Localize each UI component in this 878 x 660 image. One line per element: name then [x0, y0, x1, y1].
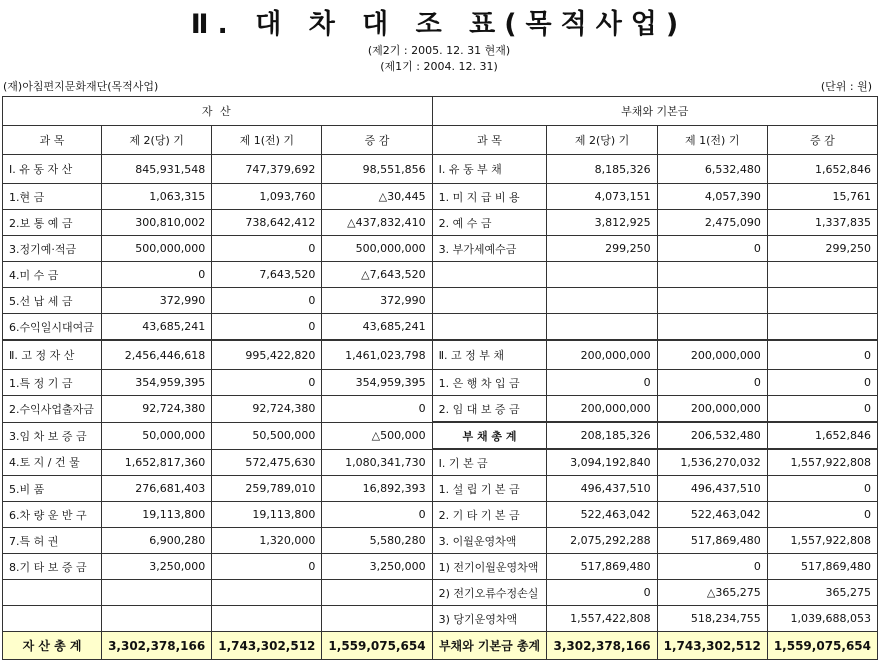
change-cell: 1,557,922,808 [767, 528, 877, 554]
current-period-cell: 1,557,422,808 [547, 606, 657, 632]
prior-period-cell [212, 606, 322, 632]
current-period-cell: 200,000,000 [547, 340, 657, 370]
change-cell [322, 606, 432, 632]
account-name-cell [432, 314, 547, 341]
table-row [3, 210, 878, 236]
change-cell: 372,990 [322, 288, 432, 314]
change-cell: 43,685,241 [322, 314, 432, 341]
table-row [3, 580, 878, 606]
total-value-cell: 1,743,302,512 [657, 632, 767, 660]
column-header-current: 제 2(당) 기 [102, 126, 212, 155]
current-period-cell: 522,463,042 [547, 502, 657, 528]
total-row [3, 632, 878, 660]
prior-period-cell: 1,093,760 [212, 184, 322, 210]
account-name-cell [3, 580, 102, 606]
change-cell: 1,652,846 [767, 155, 877, 184]
prior-period-cell: 0 [657, 236, 767, 262]
total-label-cell: 자 산 총 계 [3, 632, 102, 660]
prior-period-cell: 572,475,630 [212, 449, 322, 476]
table-row [3, 155, 878, 184]
account-name-cell: 3) 당기운영차액 [432, 606, 547, 632]
prior-period-cell: 1,536,270,032 [657, 449, 767, 476]
change-cell: 365,275 [767, 580, 877, 606]
current-period-cell [547, 288, 657, 314]
current-period-cell: 2,456,446,618 [102, 340, 212, 370]
total-value-cell: 1,559,075,654 [322, 632, 432, 660]
account-name-cell: 1. 설 립 기 본 금 [432, 476, 547, 502]
change-cell: 15,761 [767, 184, 877, 210]
current-period-cell: 3,250,000 [102, 554, 212, 580]
account-name-cell: Ⅰ. 유 동 자 산 [3, 155, 102, 184]
table-row [3, 422, 878, 449]
column-header-account: 과 목 [3, 126, 102, 155]
table-row [3, 528, 878, 554]
change-cell: 0 [767, 476, 877, 502]
current-period-cell [547, 314, 657, 341]
current-period-cell: 276,681,403 [102, 476, 212, 502]
prior-period-cell: 206,532,480 [657, 422, 767, 449]
table-row [3, 340, 878, 370]
current-period-cell: 208,185,326 [547, 422, 657, 449]
total-value-cell: 1,559,075,654 [767, 632, 877, 660]
balance-sheet-table [2, 96, 878, 660]
account-name-cell: 2.수익사업출자금 [3, 396, 102, 423]
change-cell: 0 [767, 370, 877, 396]
change-cell: 3,250,000 [322, 554, 432, 580]
change-cell: 0 [322, 396, 432, 423]
change-cell: 1,337,835 [767, 210, 877, 236]
current-period-cell [102, 580, 212, 606]
account-name-cell: 4.토 지 / 건 물 [3, 449, 102, 476]
prior-period-cell: 517,869,480 [657, 528, 767, 554]
change-cell: 1,461,023,798 [322, 340, 432, 370]
table-row [3, 476, 878, 502]
current-period-cell: 43,685,241 [102, 314, 212, 341]
table-row [3, 370, 878, 396]
account-name-cell: 5.선 납 세 금 [3, 288, 102, 314]
current-period-cell: 2,075,292,288 [547, 528, 657, 554]
prior-period-cell: 522,463,042 [657, 502, 767, 528]
change-cell: 1,080,341,730 [322, 449, 432, 476]
section-header-row [3, 97, 878, 126]
period-current: (제2기 : 2005. 12. 31 현재) [367, 44, 511, 57]
table-row [3, 262, 878, 288]
prior-period-cell: △365,275 [657, 580, 767, 606]
account-name-cell: 1) 전기이월운영차액 [432, 554, 547, 580]
prior-period-cell: 747,379,692 [212, 155, 322, 184]
table-row [3, 236, 878, 262]
account-name-cell: Ⅰ. 유 동 부 채 [432, 155, 547, 184]
liabilities-equity-header: 부채와 기본금 [432, 97, 877, 126]
prior-period-cell: 518,234,755 [657, 606, 767, 632]
table-row [3, 396, 878, 423]
account-name-cell: 2) 전기오류수정손실 [432, 580, 547, 606]
account-name-cell: 7.특 허 권 [3, 528, 102, 554]
account-name-cell: 1. 미 지 급 비 용 [432, 184, 547, 210]
total-value-cell: 3,302,378,166 [102, 632, 212, 660]
change-cell: 0 [767, 396, 877, 423]
current-period-cell: 4,073,151 [547, 184, 657, 210]
prior-period-cell: 738,642,412 [212, 210, 322, 236]
change-cell: 354,959,395 [322, 370, 432, 396]
change-cell: 299,250 [767, 236, 877, 262]
current-period-cell: 19,113,800 [102, 502, 212, 528]
change-cell: △500,000 [322, 422, 432, 449]
column-header-account: 과 목 [432, 126, 547, 155]
current-period-cell: 845,931,548 [102, 155, 212, 184]
account-name-cell: 1.현 금 [3, 184, 102, 210]
account-name-cell: Ⅱ. 고 정 부 채 [432, 340, 547, 370]
prior-period-cell: 0 [657, 370, 767, 396]
account-name-cell: 부 채 총 계 [432, 422, 547, 449]
current-period-cell: 372,990 [102, 288, 212, 314]
column-header-change: 증 감 [767, 126, 877, 155]
table-row [3, 184, 878, 210]
prior-period-cell: 50,500,000 [212, 422, 322, 449]
current-period-cell [547, 262, 657, 288]
change-cell [767, 288, 877, 314]
change-cell: 0 [322, 502, 432, 528]
prior-period-cell: 0 [212, 554, 322, 580]
prior-period-cell: 0 [657, 554, 767, 580]
current-period-cell: 299,250 [547, 236, 657, 262]
account-name-cell [432, 288, 547, 314]
column-header-prior: 제 1(전) 기 [657, 126, 767, 155]
change-cell [767, 314, 877, 341]
document-title: Ⅱ. 대 차 대 조 표(목적사업) [190, 9, 688, 40]
prior-period-cell [657, 288, 767, 314]
prior-period-cell: 200,000,000 [657, 396, 767, 423]
current-period-cell: 496,437,510 [547, 476, 657, 502]
prior-period-cell [657, 314, 767, 341]
prior-period-cell: 0 [212, 314, 322, 341]
account-name-cell: 2. 기 타 기 본 금 [432, 502, 547, 528]
prior-period-cell: 200,000,000 [657, 340, 767, 370]
table-row [3, 288, 878, 314]
column-header-change: 증 감 [322, 126, 432, 155]
table-row [3, 314, 878, 341]
account-name-cell: 8.기 타 보 증 금 [3, 554, 102, 580]
current-period-cell: 0 [547, 370, 657, 396]
current-period-cell: 3,812,925 [547, 210, 657, 236]
account-name-cell: 3. 이월운영차액 [432, 528, 547, 554]
current-period-cell [102, 606, 212, 632]
current-period-cell: 0 [547, 580, 657, 606]
account-name-cell: 4.미 수 금 [3, 262, 102, 288]
account-name-cell: 5.비 품 [3, 476, 102, 502]
account-name-cell: 3.정기예·적금 [3, 236, 102, 262]
change-cell: 1,557,922,808 [767, 449, 877, 476]
current-period-cell: 354,959,395 [102, 370, 212, 396]
account-name-cell: 2. 예 수 금 [432, 210, 547, 236]
period-prior: (제1기 : 2004. 12. 31) [380, 60, 498, 73]
change-cell: 98,551,856 [322, 155, 432, 184]
account-name-cell: 6.차 량 운 반 구 [3, 502, 102, 528]
total-value-cell: 1,743,302,512 [212, 632, 322, 660]
total-value-cell: 3,302,378,166 [547, 632, 657, 660]
table-row [3, 606, 878, 632]
prior-period-cell: 6,532,480 [657, 155, 767, 184]
organization-name: (재)아침편지문화재단(목적사업) [3, 80, 159, 93]
change-cell: 1,039,688,053 [767, 606, 877, 632]
change-cell: △7,643,520 [322, 262, 432, 288]
prior-period-cell: 2,475,090 [657, 210, 767, 236]
account-name-cell: 1.특 정 기 금 [3, 370, 102, 396]
table-row [3, 449, 878, 476]
prior-period-cell: 496,437,510 [657, 476, 767, 502]
current-period-cell: 1,652,817,360 [102, 449, 212, 476]
change-cell [322, 580, 432, 606]
prior-period-cell: 4,057,390 [657, 184, 767, 210]
current-period-cell: 200,000,000 [547, 396, 657, 423]
account-name-cell [432, 262, 547, 288]
table-row [3, 554, 878, 580]
prior-period-cell: 0 [212, 288, 322, 314]
current-period-cell: 1,063,315 [102, 184, 212, 210]
current-period-cell: 0 [102, 262, 212, 288]
assets-header: 자 산 [3, 97, 433, 126]
change-cell: 1,652,846 [767, 422, 877, 449]
current-period-cell: 3,094,192,840 [547, 449, 657, 476]
account-name-cell: 6.수익일시대여금 [3, 314, 102, 341]
prior-period-cell: 0 [212, 370, 322, 396]
account-name-cell: 3.임 차 보 증 금 [3, 422, 102, 449]
prior-period-cell: 19,113,800 [212, 502, 322, 528]
column-header-row [3, 126, 878, 155]
prior-period-cell: 995,422,820 [212, 340, 322, 370]
change-cell: 5,580,280 [322, 528, 432, 554]
account-name-cell: Ⅱ. 고 정 자 산 [3, 340, 102, 370]
prior-period-cell: 92,724,380 [212, 396, 322, 423]
total-label-cell: 부채와 기본금 총계 [432, 632, 547, 660]
account-name-cell: 2. 임 대 보 증 금 [432, 396, 547, 423]
current-period-cell: 92,724,380 [102, 396, 212, 423]
current-period-cell: 8,185,326 [547, 155, 657, 184]
change-cell: 16,892,393 [322, 476, 432, 502]
current-period-cell: 500,000,000 [102, 236, 212, 262]
table-row [3, 502, 878, 528]
current-period-cell: 6,900,280 [102, 528, 212, 554]
column-header-prior: 제 1(전) 기 [212, 126, 322, 155]
change-cell: 517,869,480 [767, 554, 877, 580]
prior-period-cell: 259,789,010 [212, 476, 322, 502]
column-header-current: 제 2(당) 기 [547, 126, 657, 155]
unit-label: (단위 : 원) [820, 80, 872, 93]
current-period-cell: 517,869,480 [547, 554, 657, 580]
account-name-cell: Ⅰ. 기 본 금 [432, 449, 547, 476]
account-name-cell: 2.보 통 예 금 [3, 210, 102, 236]
account-name-cell [3, 606, 102, 632]
current-period-cell: 50,000,000 [102, 422, 212, 449]
current-period-cell: 300,810,002 [102, 210, 212, 236]
change-cell [767, 262, 877, 288]
prior-period-cell [657, 262, 767, 288]
account-name-cell: 1. 은 행 차 입 금 [432, 370, 547, 396]
change-cell: 500,000,000 [322, 236, 432, 262]
prior-period-cell: 0 [212, 236, 322, 262]
prior-period-cell: 1,320,000 [212, 528, 322, 554]
change-cell: △30,445 [322, 184, 432, 210]
account-name-cell: 3. 부가세예수금 [432, 236, 547, 262]
prior-period-cell [212, 580, 322, 606]
change-cell: 0 [767, 502, 877, 528]
prior-period-cell: 7,643,520 [212, 262, 322, 288]
change-cell: 0 [767, 340, 877, 370]
change-cell: △437,832,410 [322, 210, 432, 236]
